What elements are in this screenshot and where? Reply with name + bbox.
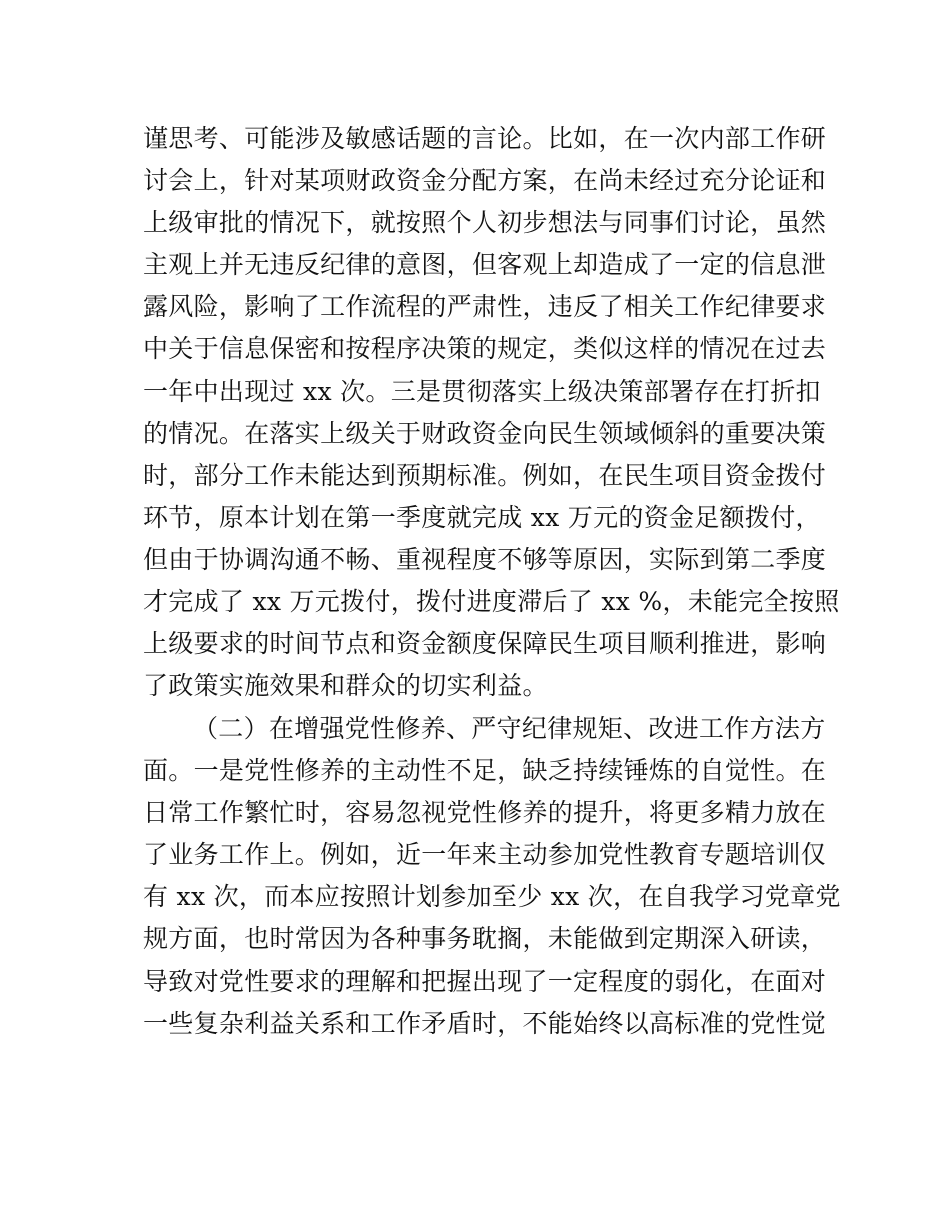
section-heading-line: （二）在增强党性修养、严守纪律规矩、改进工作方法方 xyxy=(193,714,826,743)
paragraph-line: 导致对党性要求的理解和把握出现了一定程度的弱化，在面对 xyxy=(143,966,827,996)
paragraph-line: 上级要求的时间节点和资金额度保障民生项目顺利推进，影响 xyxy=(143,629,827,659)
paragraph-line: 面。一是党性修养的主动性不足，缺乏持续锤炼的自觉性。在 xyxy=(143,756,827,786)
paragraph-line: 露风险，影响了工作流程的严肃性，违反了相关工作纪律要求 xyxy=(143,292,827,322)
paragraph-line: 时，部分工作未能达到预期标准。例如，在民生项目资金拨付 xyxy=(143,460,827,490)
paragraph-line: 环节，原本计划在第一季度就完成 xx 万元的资金足额拨付， xyxy=(143,502,821,532)
paragraph-line: 规方面，也时常因为各种事务耽搁，未能做到定期深入研读， xyxy=(143,924,827,954)
paragraph-line: 了政策实施效果和群众的切实利益。 xyxy=(143,671,548,701)
paragraph-line: 日常工作繁忙时，容易忽视党性修养的提升，将更多精力放在 xyxy=(143,798,827,828)
paragraph-line: 有 xx 次，而本应按照计划参加至少 xx 次，在自我学习党章党 xyxy=(143,882,841,912)
paragraph-line: 一年中出现过 xx 次。三是贯彻落实上级决策部署存在打折扣 xyxy=(143,376,821,406)
paragraph-line: 才完成了 xx 万元拨付，拨付进度滞后了 xx %，未能完全按照 xyxy=(143,587,840,617)
paragraph-line: 了业务工作上。例如，近一年来主动参加党性教育专题培训仅 xyxy=(143,840,827,870)
paragraph-line: 但由于协调沟通不畅、重视程度不够等原因，实际到第二季度 xyxy=(143,544,827,574)
paragraph-2 xyxy=(143,708,841,1045)
paragraph-line: 中关于信息保密和按程序决策的规定，类似这样的情况在过去 xyxy=(143,334,827,364)
paragraph-line: 主观上并无违反纪律的意图，但客观上却造成了一定的信息泄 xyxy=(143,250,827,280)
paragraph-1 xyxy=(143,118,840,707)
paragraph-line: 谨思考、可能涉及敏感话题的言论。比如，在一次内部工作研 xyxy=(143,124,827,153)
paragraph-line: 上级审批的情况下，就按照个人初步想法与同事们讨论，虽然 xyxy=(143,208,827,238)
paragraph-line: 讨会上，针对某项财政资金分配方案，在尚未经过充分论证和 xyxy=(143,166,827,196)
paragraph-line: 一些复杂利益关系和工作矛盾时，不能始终以高标准的党性觉 xyxy=(143,1008,827,1038)
paragraph-line: 的情况。在落实上级关于财政资金向民生领域倾斜的重要决策 xyxy=(143,418,827,448)
